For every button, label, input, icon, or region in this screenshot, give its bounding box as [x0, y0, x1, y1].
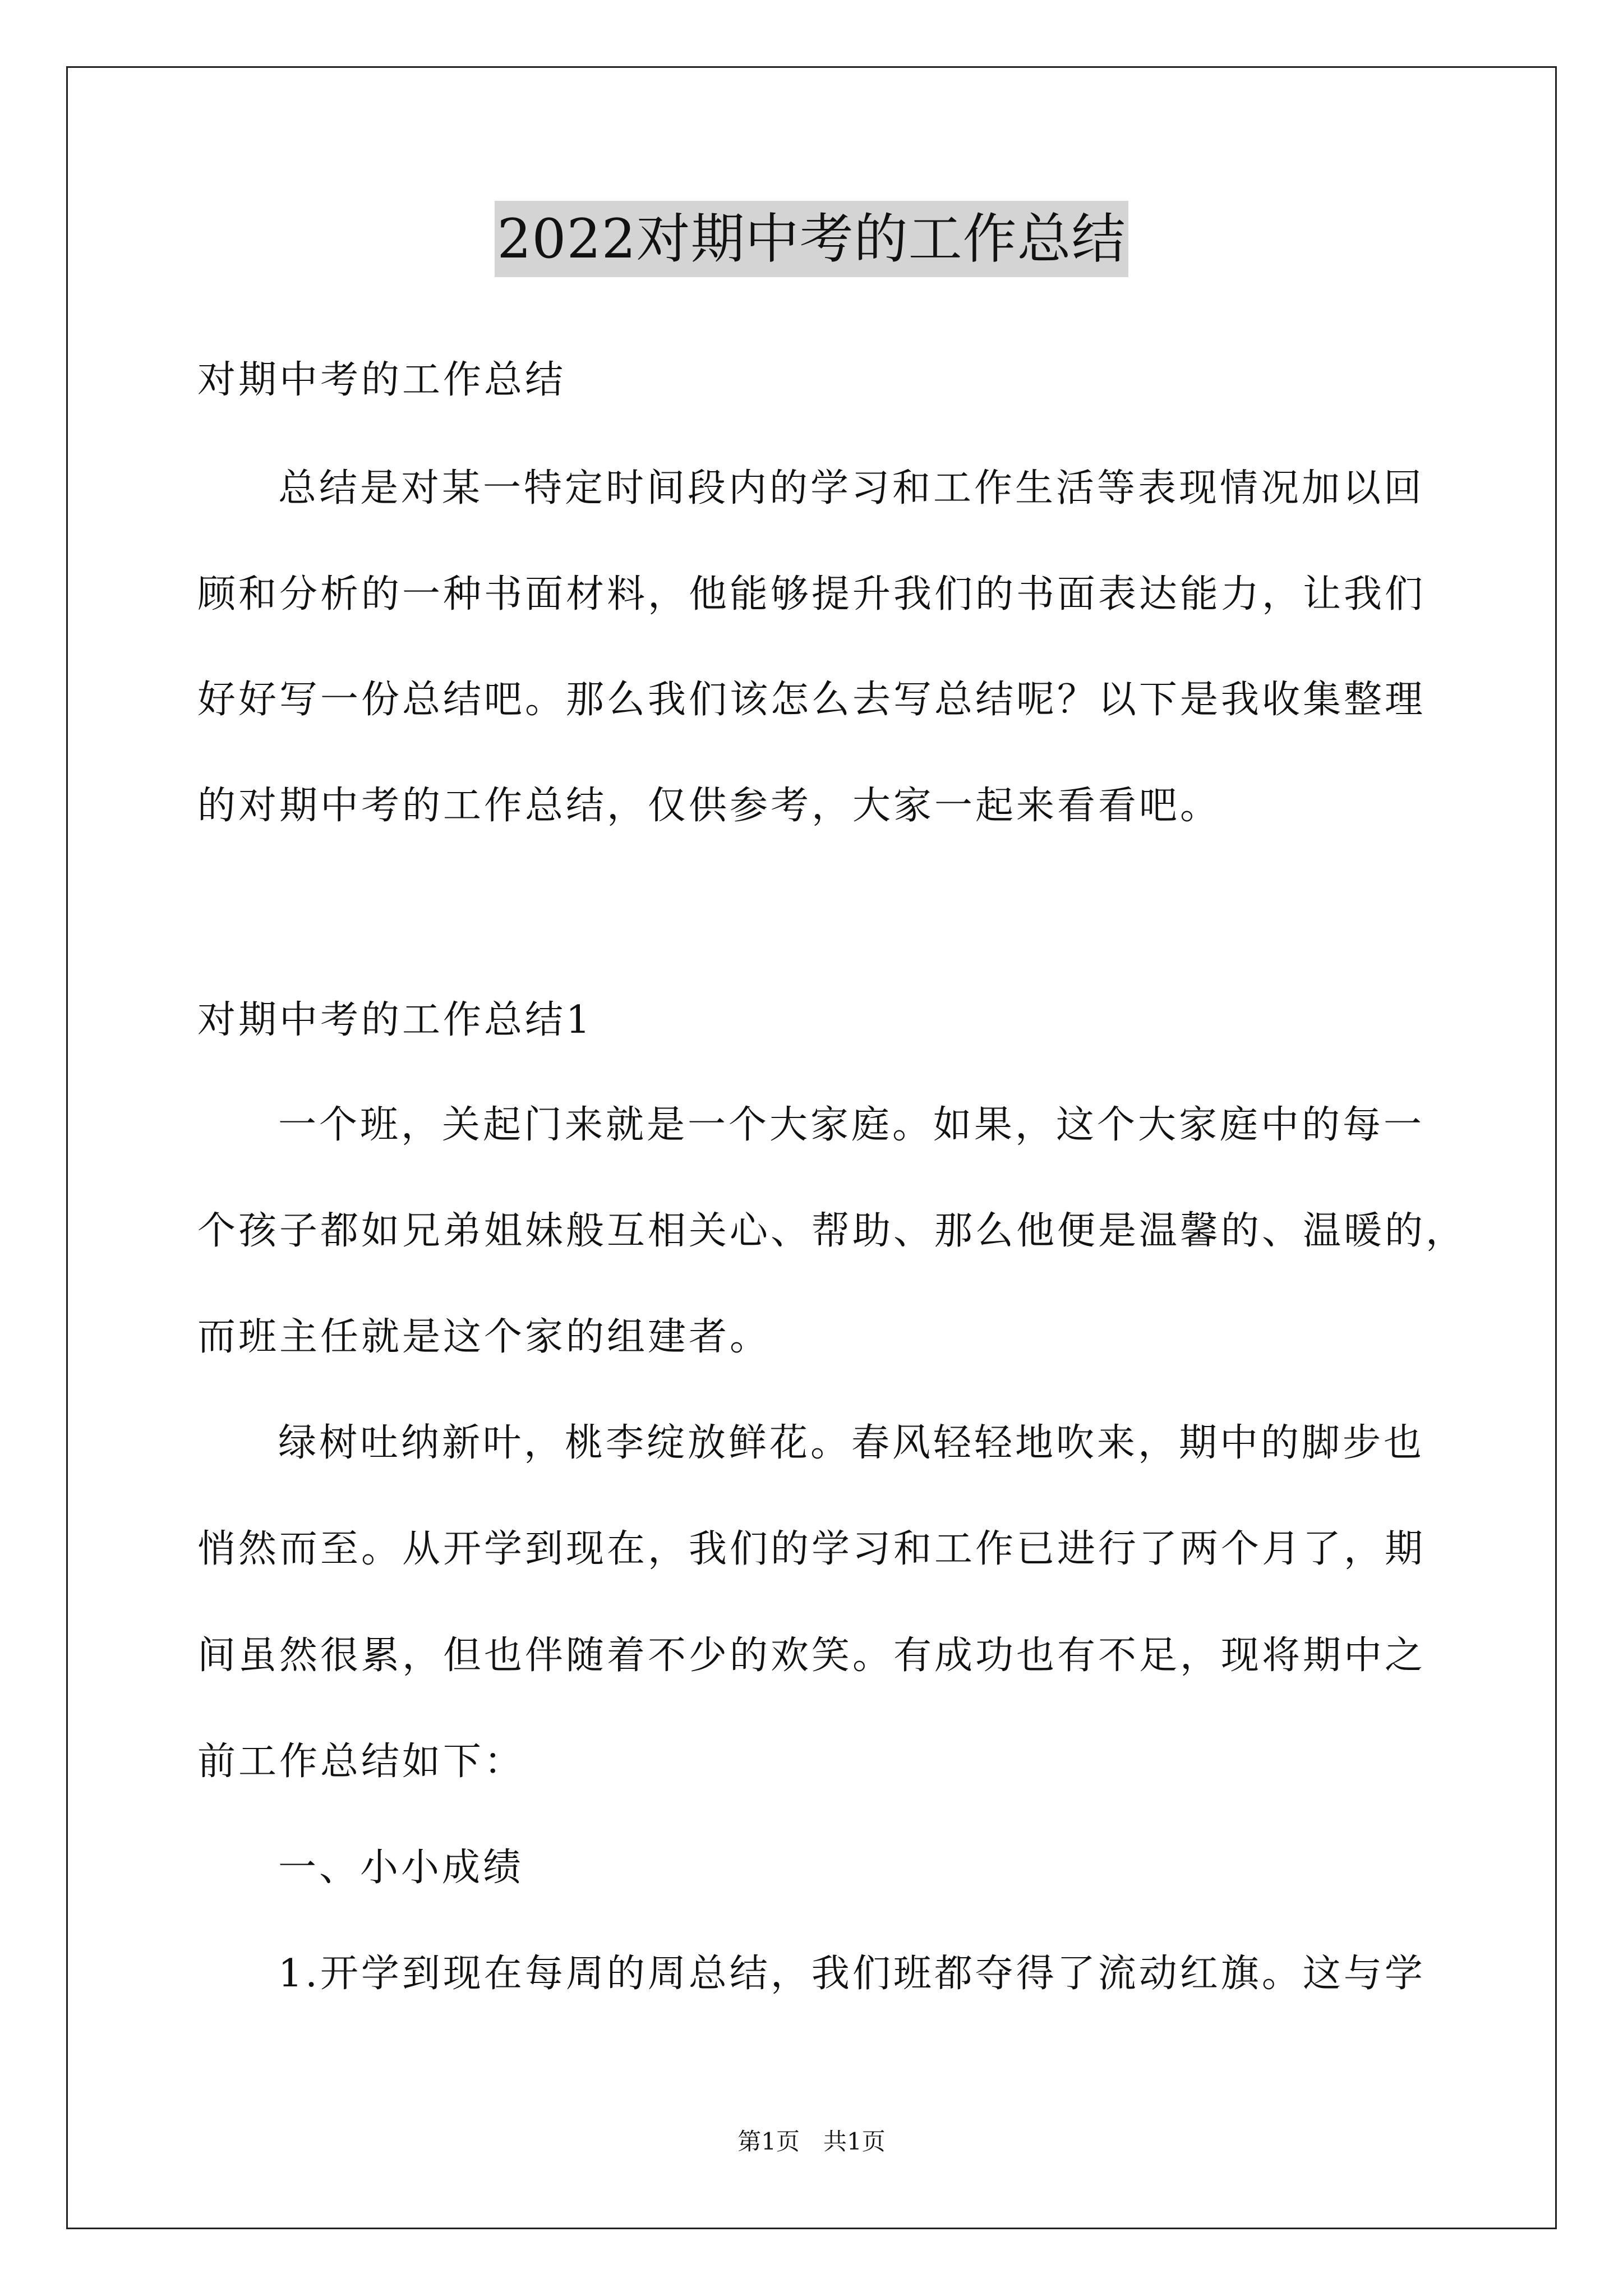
- para2-line-2: 悄然而至。从开学到现在，我们的学习和工作已进行了两个月了，期: [197, 1527, 1426, 1571]
- intro-line-2: 顾和分析的一种书面材料，他能够提升我们的书面表达能力，让我们: [197, 572, 1426, 616]
- page-footer: 第1页 共1页: [737, 2128, 886, 2155]
- para1-line-2: 个孩子都如兄弟姐妹般互相关心、帮助、那么他便是温馨的、温暖的，: [197, 1209, 1467, 1253]
- section-heading: 对期中考的工作总结1: [197, 998, 593, 1042]
- para1-line-3: 而班主任就是这个家的组建者。: [197, 1315, 771, 1359]
- document-title: 2022对期中考的工作总结: [495, 201, 1128, 277]
- intro-line-3: 好好写一份总结吧。那么我们该怎么去写总结呢？以下是我收集整理: [197, 678, 1426, 722]
- para2-line-1: 绿树吐纳新叶，桃李绽放鲜花。春风轻轻地吹来，期中的脚步也: [278, 1421, 1425, 1465]
- list-heading: 一、小小成绩: [278, 1846, 524, 1890]
- document-subtitle: 对期中考的工作总结: [197, 358, 566, 402]
- intro-line-1: 总结是对某一特定时间段内的学习和工作生活等表现情况加以回: [278, 466, 1425, 510]
- intro-line-4: 的对期中考的工作总结，仅供参考，大家一起来看看吧。: [197, 784, 1221, 828]
- para2-line-3: 间虽然很累，但也伴随着不少的欢笑。有成功也有不足，现将期中之: [197, 1634, 1426, 1678]
- para2-line-4: 前工作总结如下：: [197, 1740, 525, 1784]
- para1-line-1: 一个班，关起门来就是一个大家庭。如果，这个大家庭中的每一: [278, 1103, 1425, 1147]
- list-item-1: 1.开学到现在每周的周总结，我们班都夺得了流动红旗。这与学: [278, 1952, 1426, 1996]
- title-container: [0, 201, 1623, 277]
